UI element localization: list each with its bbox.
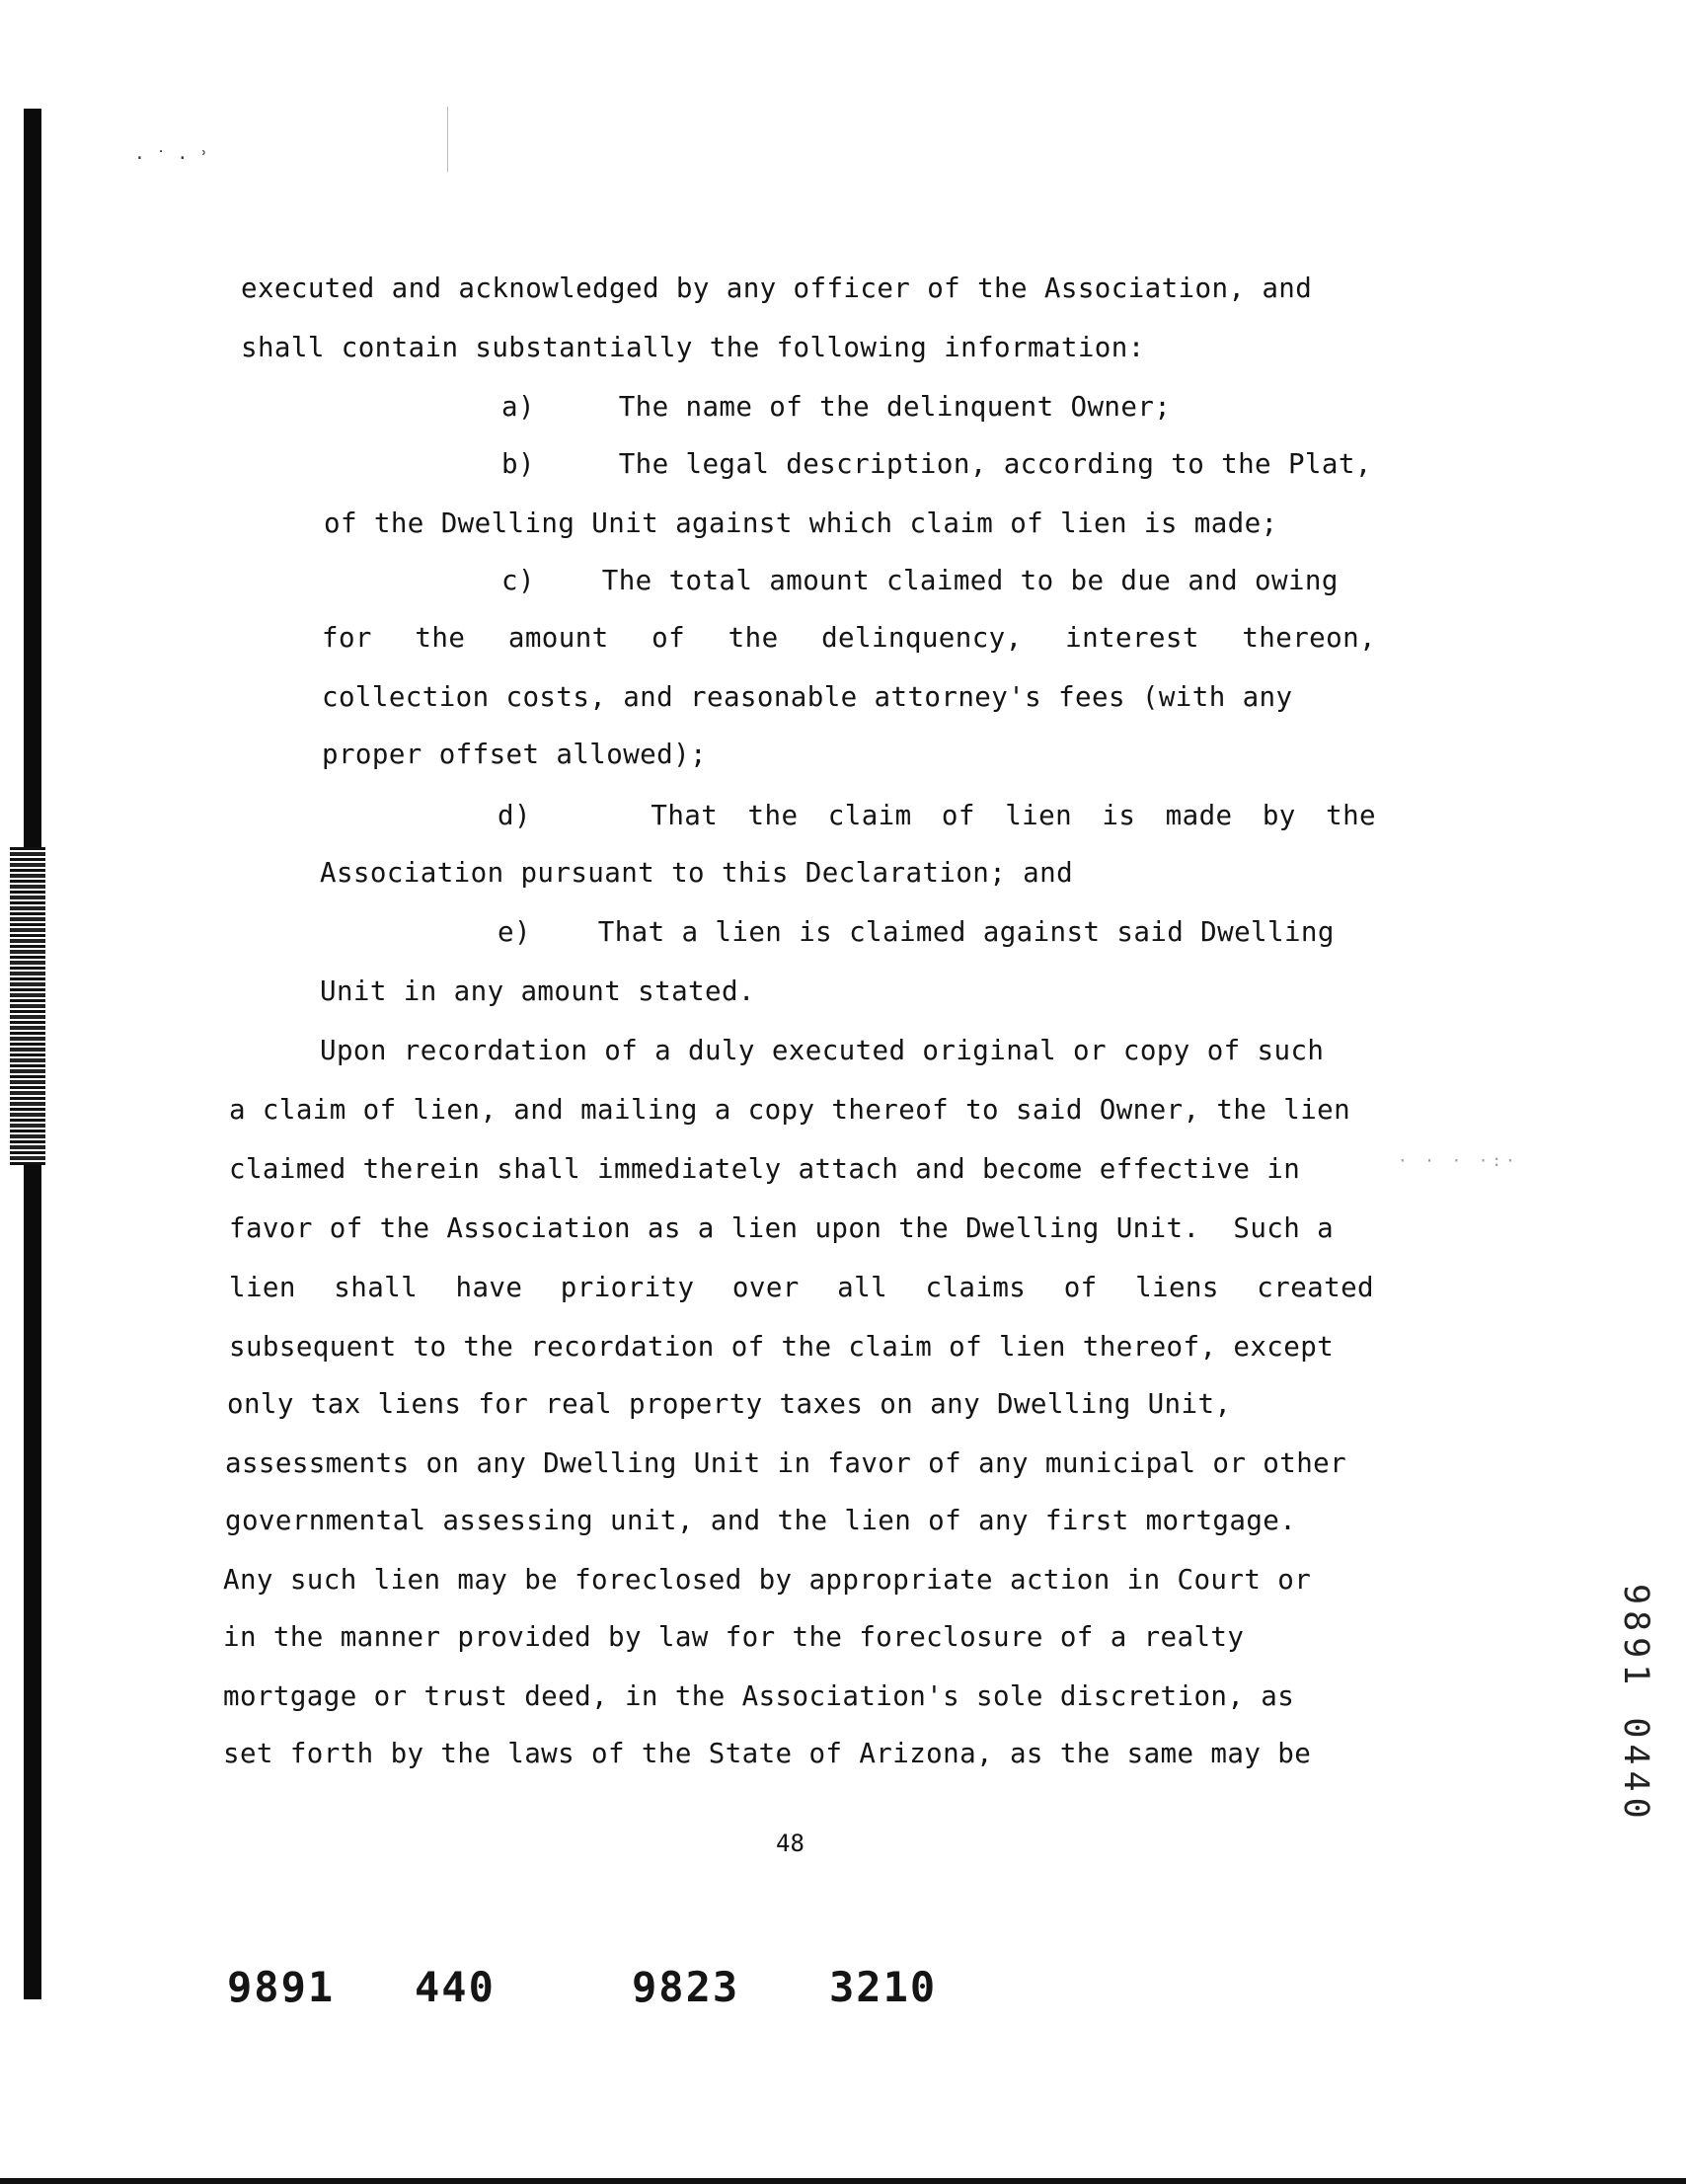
- paragraph-line: Any such lien may be foreclosed by appropriate action in Court or: [223, 1564, 1312, 1596]
- paragraph-line: governmental assessing unit, and the lien of any first mortgage.: [225, 1505, 1297, 1536]
- paragraph-line: claimed therein shall immediately attach and become effective in: [229, 1153, 1301, 1185]
- text-line: shall contain substantially the following information:: [241, 332, 1145, 363]
- text-line: Association pursuant to this Declaration; and: [320, 857, 1074, 889]
- page-number: 48: [776, 1830, 805, 1857]
- paragraph-line: lien shall have priority over all claims of liens created: [229, 1272, 1374, 1303]
- scan-barcode: [10, 847, 45, 1165]
- scan-artifact-dots: · · · ·:·: [1398, 1151, 1519, 1170]
- text-line: for the amount of the delinquency, interest thereon,: [322, 622, 1376, 654]
- paragraph-line: Upon recordation of a duly executed original or copy of such: [320, 1035, 1325, 1066]
- text-line: collection costs, and reasonable attorney's fees (with any: [322, 681, 1293, 713]
- paragraph-line: mortgage or trust deed, in the Association's sole discretion, as: [223, 1680, 1295, 1712]
- recording-stamp: 440: [415, 1963, 496, 2011]
- paragraph-line: only tax liens for real property taxes on any Dwelling Unit,: [227, 1388, 1232, 1420]
- list-item-c: c) The total amount claimed to be due and owing: [501, 565, 1339, 596]
- paragraph-line: subsequent to the recordation of the claim of lien thereof, except: [229, 1331, 1335, 1363]
- recording-stamp: 9891: [227, 1963, 336, 2011]
- scan-artifact-line: [447, 107, 448, 172]
- paragraph-line: set forth by the laws of the State of Arizona, as the same may be: [223, 1738, 1312, 1769]
- paragraph-line: a claim of lien, and mailing a copy thereof to said Owner, the lien: [229, 1094, 1351, 1126]
- recording-stamp: 9823: [632, 1963, 740, 2011]
- recording-stamp: 3210: [829, 1963, 938, 2011]
- text-line: proper offset allowed);: [322, 739, 707, 770]
- paragraph-line: favor of the Association as a lien upon the Dwelling Unit. Such a: [229, 1212, 1335, 1244]
- side-recording-number: 9891 0440: [1616, 1584, 1655, 1825]
- text-line: Unit in any amount stated.: [320, 975, 755, 1007]
- scan-specks: · ˙ · ʾ: [134, 148, 209, 169]
- paragraph-line: assessments on any Dwelling Unit in favor of any municipal or other: [225, 1447, 1347, 1479]
- list-item-e: e) That a lien is claimed against said Dwelling: [498, 916, 1335, 948]
- text-line: of the Dwelling Unit against which claim of lien is made;: [324, 507, 1278, 539]
- paragraph-line: in the manner provided by law for the foreclosure of a realty: [223, 1621, 1245, 1653]
- list-item-b: b) The legal description, according to the Plat,: [501, 448, 1372, 480]
- list-item-d: d) That the claim of lien is made by the: [498, 800, 1376, 831]
- text-line: executed and acknowledged by any officer of the Association, and: [241, 273, 1313, 304]
- list-item-a: a) The name of the delinquent Owner;: [501, 391, 1172, 423]
- scan-bottom-border: [0, 2178, 1686, 2184]
